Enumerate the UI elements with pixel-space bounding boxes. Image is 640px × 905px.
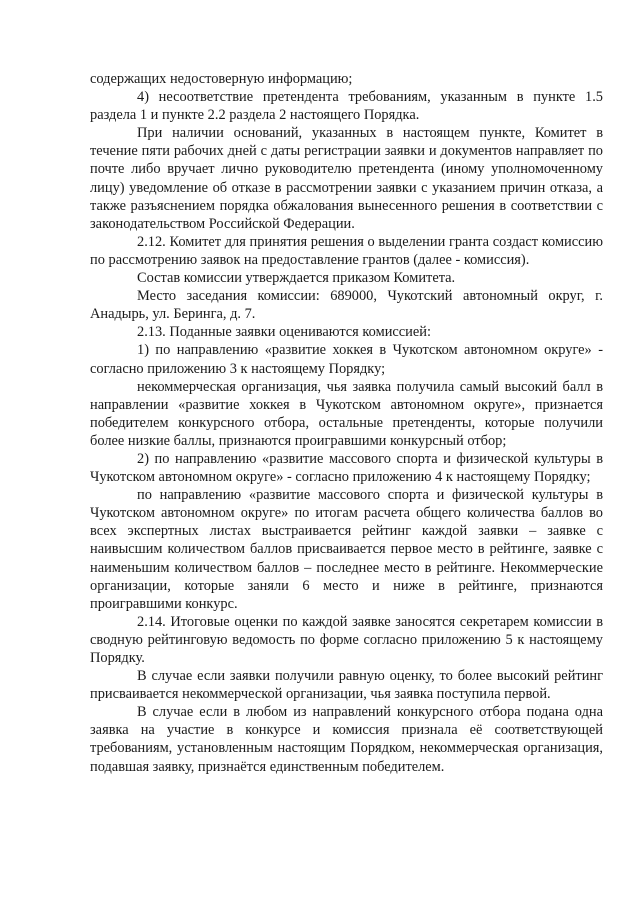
paragraph-refusal-notice: При наличии оснований, указанных в настоящем пункте, Комитет в течение пяти рабочих дней с даты регистрации заявки и документов направляет по почте либо вручает лично руководителю претендента (иному уполномоченному лицу) уведомление об отказе в рассмотрении заявки с указанием причин отказа, а также разъяснением порядка обжалования вынесенного решения в соответствии с законодательством Российской Федерации. (90, 125, 603, 232)
paragraph-2-12: 2.12. Комитет для принятия решения о выделении гранта создаст комиссию по рассмотрению заявок на предоставление грантов (далее - комиссия). (90, 233, 603, 268)
paragraph-2-14: 2.14. Итоговые оценки по каждой заявке заносятся секретарем комиссии в сводную рейтинговую ведомость по форме согласно приложению 5 к настоящему Порядку. (90, 613, 603, 666)
paragraph-single-application: В случае если в любом из направлений конкурсного отбора подана одна заявка на участие в конкурсе и комиссия признала её соответствующей требованиям, установленным настоящим Порядком, некоммерческая организация, подавшая заявку, признаётся единственным победителем. (90, 704, 603, 775)
paragraph-2-13: 2.13. Поданные заявки оцениваются комиссией: (137, 324, 431, 341)
paragraph-commission-composition: Состав комиссии утверждается приказом Комитета. (137, 270, 456, 287)
paragraph-mass-sport-rating: по направлению «развитие массового спорта и физической культуры в Чукотском автономном округе» по итогам расчета общего количества баллов во всех экспертных листах выстраивается рейтинг каждой заявки – заявке с наивысшим количеством баллов присваивается первое место в рейтинге, заявке с наименьшим количеством баллов – последнее место в рейтинге. Некоммерческие организации, которые заняли 6 место и ниже в рейтинге, признаются проигравшими конкурс. (90, 487, 603, 612)
paragraph-item-4: 4) несоответствие претендента требованиям, указанным в пункте 1.5 раздела 1 и пункте 2.2 раздела 2 настоящего Порядка. (90, 89, 603, 124)
paragraph-hockey-direction: 1) по направлению «развитие хоккея в Чукотском автономном округе» - согласно приложению 3 к настоящему Порядку; (90, 342, 603, 377)
paragraph-meeting-place: Место заседания комиссии: 689000, Чукотский автономный округ, г. Анадырь, ул. Беринга, д. 7. (90, 288, 603, 323)
paragraph-equal-score: В случае если заявки получили равную оценку, то более высокий рейтинг присваивается некоммерческой организации, чья заявка поступила первой. (90, 668, 603, 703)
paragraph-continuation: содержащих недостоверную информацию; (90, 71, 353, 87)
document-page (90, 70, 603, 776)
paragraph-hockey-winner: некоммерческая организация, чья заявка получила самый высокий балл в направлении «развитие хоккея в Чукотском автономном округе», признается победителем конкурсного отбора, остальные претенденты, которые получили более низкие баллы, признаются проигравшими конкурсный отбор; (90, 378, 603, 449)
paragraph-mass-sport-direction: 2) по направлению «развитие массового спорта и физической культуры в Чукотском автономном округе» - согласно приложению 4 к настоящему Порядку; (90, 450, 603, 486)
